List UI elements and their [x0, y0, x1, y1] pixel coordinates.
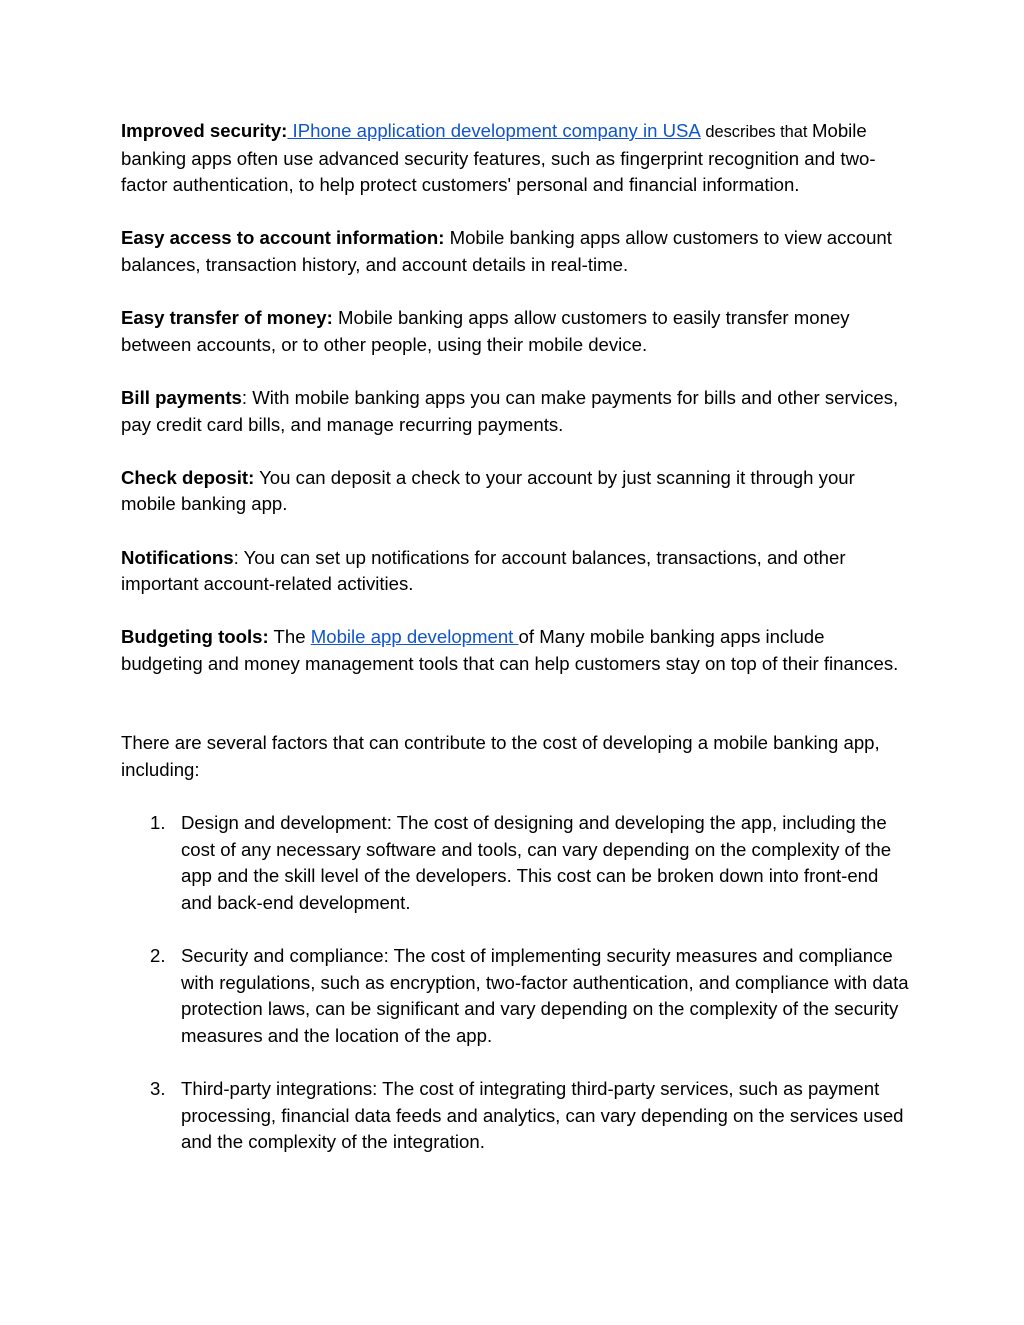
feature-heading: Bill payments: [121, 386, 242, 408]
feature-notifications: [121, 545, 911, 598]
list-item: [121, 1076, 911, 1156]
feature-check-deposit: [121, 465, 911, 518]
feature-heading: Check deposit:: [121, 466, 255, 488]
feature-heading: Easy access to account information:: [121, 227, 445, 249]
list-item: [121, 810, 911, 916]
list-number: 3.: [150, 1078, 166, 1100]
feature-text: : You can set up notifications for account balances, transactions, and other important account-related activities.: [121, 546, 846, 595]
feature-text: of Many mobile banking apps include budgeting and money management tools that can help customers stay on top of their finances.: [121, 626, 899, 674]
list-item-text: Design and development: The cost of designing and developing the app, including the cost of any necessary software and tools, can vary depending on the complexity of the app and the skill level of the developers. This cost can be broken down into front-end and back-end development.: [181, 812, 892, 914]
feature-improved-security: [121, 118, 911, 199]
feature-text: You can deposit a check to your account by just scanning it through your mobile banking app.: [121, 466, 855, 515]
list-item: [121, 943, 911, 1049]
list-item-text: Security and compliance: The cost of implementing security measures and compliance with regulations, such as encryption, two-factor authentication, and compliance with data protection laws, can be significant and vary depending on the complexity of the security measures and the location of the app.: [181, 945, 909, 1046]
feature-text: Mobile banking apps often use advanced security features, such as fingerprint recognition and two-factor authentication, to help protect customers' personal and financial information.: [121, 120, 876, 196]
document-body: [121, 118, 911, 1183]
feature-easy-transfer: [121, 305, 911, 358]
feature-heading: Improved security:: [121, 120, 288, 141]
feature-budgeting-tools: [121, 624, 911, 677]
feature-pre-text: The: [268, 626, 311, 648]
feature-text: Mobile banking apps allow customers to view account balances, transaction history, and account details in real-time.: [121, 227, 892, 275]
feature-small-text: describes that: [700, 123, 812, 141]
list-item-text: Third-party integrations: The cost of integrating third-party services, such as payment processing, financial data feeds and analytics, can vary depending on the services used and the complexity of the integration.: [181, 1078, 904, 1153]
feature-bill-payments: [121, 385, 911, 438]
feature-heading: Budgeting tools:: [121, 626, 269, 648]
feature-heading: Easy transfer of money:: [121, 307, 333, 329]
cost-factors-list: [121, 810, 911, 1156]
feature-text: : With mobile banking apps you can make payments for bills and other services, pay credit card bills, and manage recurring payments.: [121, 386, 899, 435]
feature-heading: Notifications: [121, 546, 234, 568]
list-number: 2.: [150, 945, 166, 967]
feature-easy-access: [121, 225, 911, 278]
mobile-app-development-link[interactable]: Mobile app development: [310, 626, 519, 648]
list-number: 1.: [150, 812, 166, 834]
cost-intro: There are several factors that can contribute to the cost of developing a mobile banking app, including:: [121, 732, 880, 781]
iphone-app-development-link[interactable]: IPhone application development company in USA: [287, 120, 701, 141]
feature-text: Mobile banking apps allow customers to easily transfer money between accounts, or to other people, using their mobile device.: [121, 307, 850, 355]
